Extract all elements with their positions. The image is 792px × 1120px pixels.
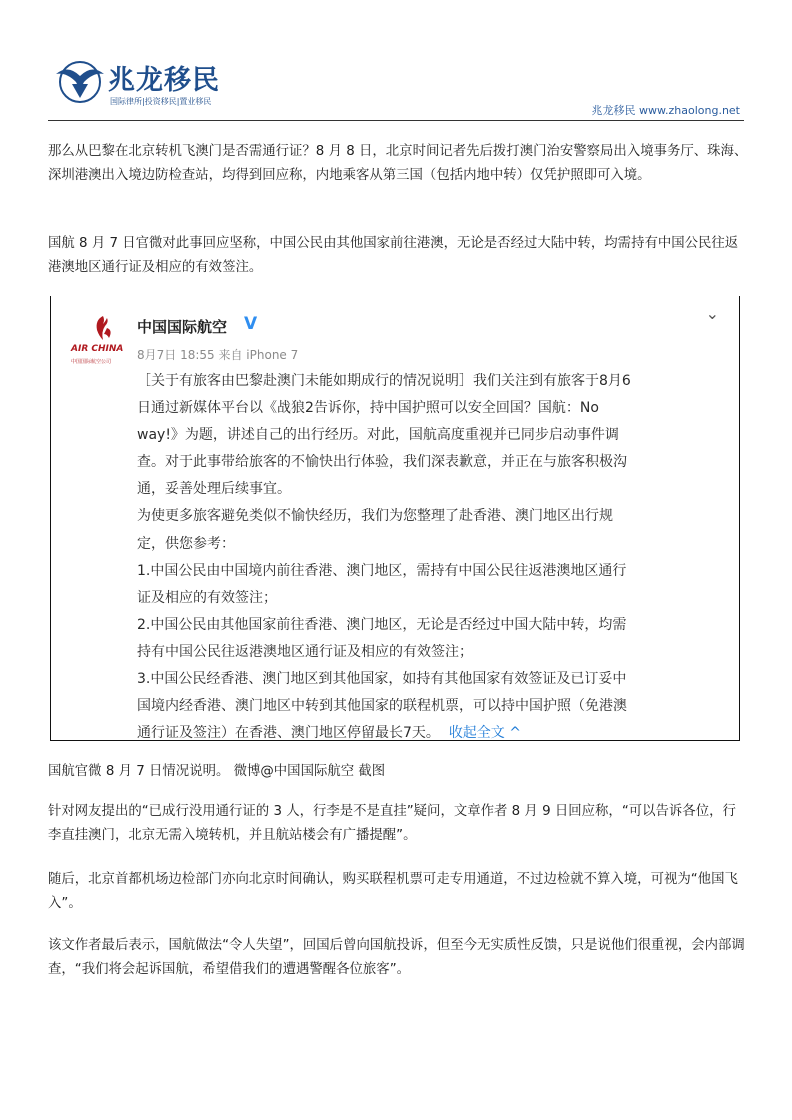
post-line: 日通过新媒体平台以《战狼2告诉你，持中国护照可以安全回国？国航：No xyxy=(137,400,599,417)
post-line: way!》为题，讲述自己的出行经历。对此，国航高度重视并已同步启动事件调 xyxy=(137,427,619,444)
paragraph-3: 针对网友提出的“已成行没用通行证的 3 人，行李是不是直挂”疑问，文章作者 8 月 9 日回应称，“可以告诉各位，行李直挂澳门，北京无需入境转机，并且航站楼会有广播提醒”。 xyxy=(48,804,736,843)
post-line: 持有中国公民往返港澳地区通行证及相应的有效签注； xyxy=(137,643,473,660)
weibo-screenshot xyxy=(50,296,740,741)
logo-name: AIR CHINA xyxy=(71,344,124,354)
air-china-logo xyxy=(71,314,137,372)
brand-tagline: 国际律所|投资移民|置业移民 xyxy=(110,97,212,106)
paragraph-2: 国航 8 月 7 日官微对此事回应坚称，中国公民由其他国家前往港澳，无论是否经过大陆中转，均需持有中国公民往返港澳地区通行证及相应的有效签注。 xyxy=(48,236,739,275)
post-line: 定，供您参考： xyxy=(137,535,235,552)
post-body xyxy=(137,368,717,747)
account-name[interactable]: 中国国际航空 xyxy=(137,318,228,336)
phoenix-icon xyxy=(91,314,115,342)
collapse-link[interactable]: 收起全文 ^ xyxy=(448,725,521,742)
site-link[interactable]: 兆龙移民 www.zhaolong.net xyxy=(591,104,740,117)
post-meta: 8月7日 18:55 来自 iPhone 7 xyxy=(137,348,299,362)
post-line: ［关于有旅客由巴黎赴澳门未能如期成行的情况说明］我们关注到有旅客于8月6 xyxy=(137,373,631,389)
eagle-globe-logo-icon xyxy=(54,54,106,106)
paragraph-4: 随后，北京首都机场边检部门亦向北京时间确认，购买联程机票可走专用通道，不过边检就不算入境，可视为“他国飞入”。 xyxy=(48,872,738,911)
paragraph-1: 那么从巴黎在北京转机飞澳门是否需通行证？8 月 8 日，北京时间记者先后拨打澳门治安警察局出入境事务厅、珠海、深圳港澳出入境边防检查站，均得到回应称，内地乘客从第三国（包括内地中转）仅凭护照即可入境。 xyxy=(48,144,748,183)
post-line: 查。对于此事带给旅客的不愉快出行体验，我们深表歉意，并正在与旅客积极沟 xyxy=(137,454,627,471)
post-line: 国境内经香港、澳门地区中转到其他国家的联程机票，可以持中国护照（免港澳 xyxy=(137,698,627,715)
post-line: 证及相应的有效签注； xyxy=(137,589,277,606)
post-line: 3.中国公民经香港、澳门地区到其他国家，如持有其他国家有效签证及已订妥中 xyxy=(137,671,627,688)
post-line-last xyxy=(137,720,717,747)
verified-badge-icon: V xyxy=(244,314,258,334)
header-divider xyxy=(48,120,744,121)
logo-subtitle: 中国国际航空公司 xyxy=(71,359,112,365)
post-line: 为使更多旅客避免类似不愉快经历，我们为您整理了赴香港、澳门地区出行规 xyxy=(137,508,613,525)
post-line: 通行证及签注）在香港、澳门地区停留最长7天。 xyxy=(137,725,440,742)
page-header xyxy=(48,54,744,120)
post-line: 通，妥善处理后续事宜。 xyxy=(137,481,291,498)
image-caption: 国航官微 8 月 7 日情况说明。 微博@中国国际航空 截图 xyxy=(48,764,386,779)
post-line: 2.中国公民由其他国家前往香港、澳门地区，无论是否经过中国大陆中转，均需 xyxy=(137,616,627,633)
chevron-down-icon[interactable]: ⌄ xyxy=(705,304,719,323)
paragraph-5: 该文作者最后表示，国航做法“令人失望”，回国后曾向国航投诉，但至今无实质性反馈，只是说他们很重视，会内部调查，“我们将会起诉国航，希望借我们的遭遇警醒各位旅客”。 xyxy=(48,938,745,977)
post-line: 1.中国公民由中国境内前往香港、澳门地区，需持有中国公民往返港澳地区通行 xyxy=(137,562,627,579)
brand-name: 兆龙移民 xyxy=(108,65,220,96)
